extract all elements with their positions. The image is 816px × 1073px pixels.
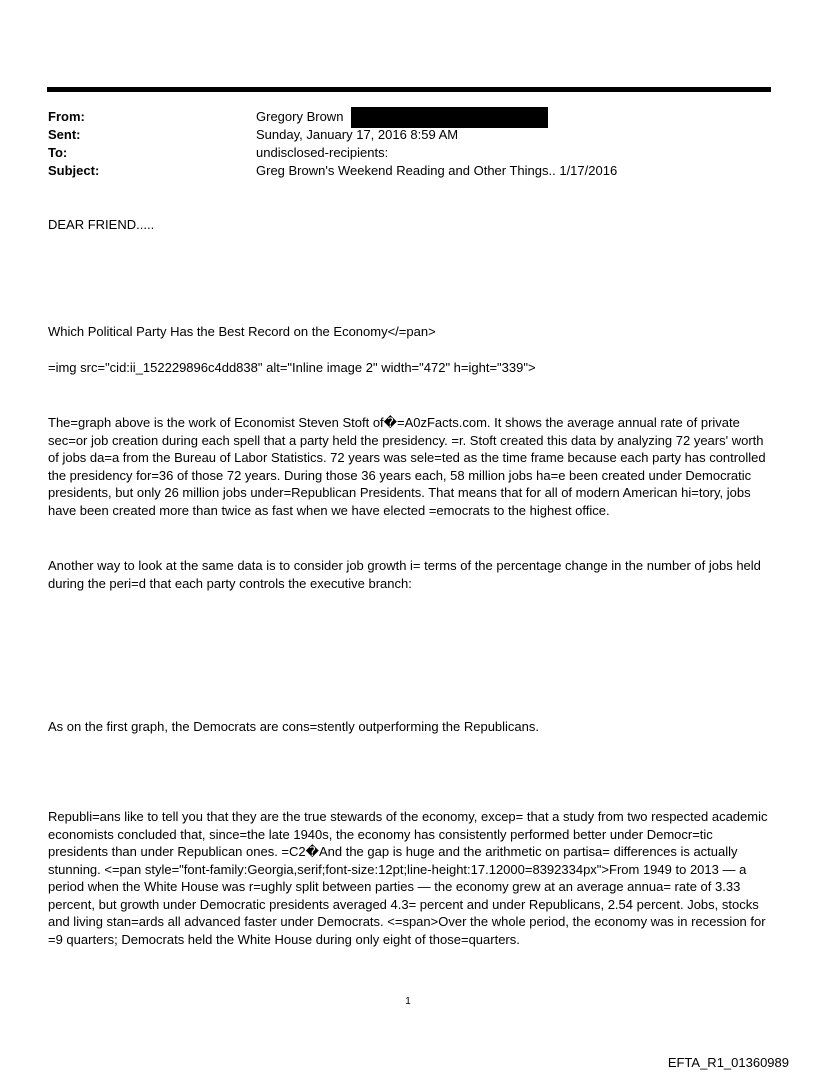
paragraph-1: The=graph above is the work of Economist Steven Stoft of�=A0zFacts.com. It shows the average annual rate of private sec=or job creation during each spell that a party held the presidency. =r. Stoft created this data by analyzing 72 years' worth of jobs da=a from the Bureau of Labor Statistics. 72 years was sele=ted as the time frame because each party has controlled the presidency for=36 of those 72 years. During those 36 years each, 58 million jobs ha=e been created under Democratic presidents, but only 26 million jobs under=Republican Presidents. That means that for all of modern American hi=tory, jobs have been created more than twice as fast when we have elected =emocrats to the highest office.: [48, 415, 766, 518]
sent-label: Sent:: [48, 127, 81, 142]
paragraph-3: As on the first graph, the Democrats are cons=stently outperforming the Republicans.: [48, 719, 540, 734]
subject-value: Greg Brown's Weekend Reading and Other Things.. 1/17/2016: [256, 163, 618, 178]
to-label: To:: [48, 145, 68, 160]
greeting: DEAR FRIEND.....: [48, 217, 155, 232]
from-label: From:: [48, 109, 85, 124]
paragraph-4: Republi=ans like to tell you that they are the true stewards of the economy, excep= that a study from two respected academic economists concluded that, since=the late 1940s, the economy has consistently performed better under Democr=tic presidents than under Republican ones. =C2�And the gap is huge and the arithmetic on partisa= differences is actually stunning. <=pan style="font-family:Georgia,serif;font-size:12pt;line-height:17.12000=8392334px">From 1949 to 2013 — a period when the White House was r=ughly split between parties — the economy grew at an average annua= rate of 3.33 percent, but growth under Democratic presidents averaged 4.3= percent and under Republicans, 2.54 percent. Jobs, stocks and living stan=ards all advanced faster under Democrats. <=span>Over the whole period, the economy was in recession for =9 quarters; Democrats held the White House during only eight of those=quarters.: [48, 809, 768, 947]
subject-label: Subject:: [48, 163, 100, 178]
sender-name: Gregory Brown: [256, 109, 344, 124]
to-value: undisclosed-recipients:: [256, 145, 389, 160]
email-header: [48, 108, 768, 180]
header-rule: [47, 87, 771, 92]
sent-value: Sunday, January 17, 2016 8:59 AM: [256, 127, 459, 142]
subject-row: [48, 162, 768, 180]
paragraph-2: Another way to look at the same data is to consider job growth i= terms of the percentage change in the number of jobs held during the peri=d that each party controls the executive branch:: [48, 558, 761, 591]
sent-row: [48, 126, 768, 144]
to-row: [48, 144, 768, 162]
headline: Which Political Party Has the Best Record on the Economy</=pan>: [48, 324, 436, 339]
from-value: [256, 108, 768, 126]
redaction-box: [351, 107, 548, 128]
inline-image-tag: =img src="cid:ii_152229896c4dd838" alt="Inline image 2" width="472" h=ight="339">: [48, 360, 536, 375]
page-number: 1: [405, 996, 411, 1007]
from-row: [48, 108, 768, 126]
document-id: EFTA_R1_01360989: [667, 1055, 789, 1070]
